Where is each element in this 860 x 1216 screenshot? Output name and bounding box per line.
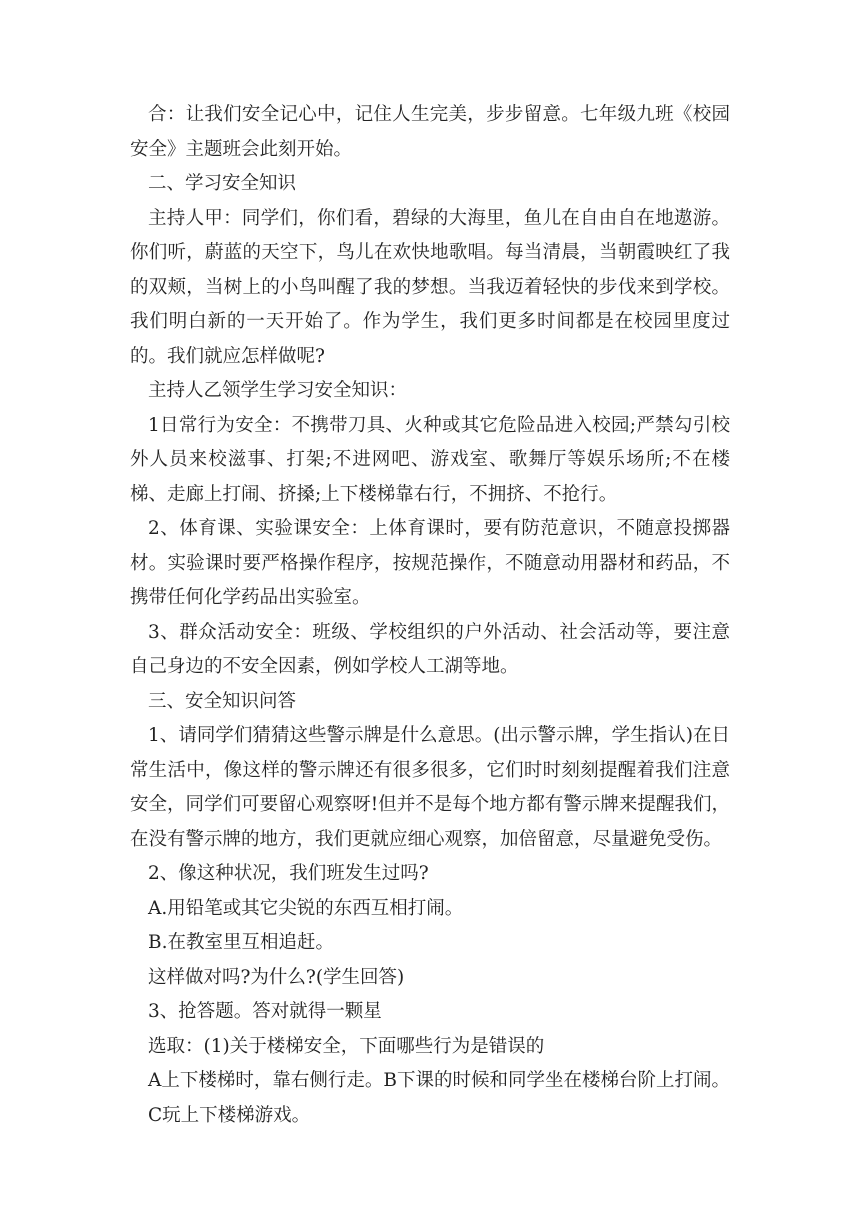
paragraph-option-a: A.用铅笔或其它尖锐的东西互相打闹。 bbox=[148, 897, 464, 919]
section-heading-3: 三、安全知识问答 bbox=[148, 690, 297, 712]
paragraph-host-b: 主持人乙领学生学习安全知识： bbox=[148, 380, 408, 401]
document-body bbox=[130, 98, 730, 1133]
paragraph-option-b: B.在教室里互相追赶。 bbox=[148, 932, 334, 953]
paragraph-quiz-option-c: C玩上下楼梯游戏。 bbox=[148, 1104, 311, 1126]
paragraph-opening: 合：让我们安全记心中，记住人生完美，步步留意。七年级九班《校园安全》主题班会此刻开始。 bbox=[130, 104, 730, 160]
paragraph-group-activity-safety: 3、群众活动安全：班级、学校组织的户外活动、社会活动等，要注意自己身边的不安全因素，例如学校人工湖等地。 bbox=[130, 621, 730, 677]
paragraph-host-a: 主持人甲：同学们，你们看，碧绿的大海里，鱼儿在自由自在地遨游。你们听，蔚蓝的天空下，鸟儿在欢快地歌唱。每当清晨，当朝霞映红了我的双颊，当树上的小鸟叫醒了我的梦想。当我迈着轻快的步伐来到学校。我们明白新的一天开始了。作为学生，我们更多时间都是在校园里度过的。我们就应怎样做呢? bbox=[130, 207, 730, 367]
paragraph-daily-safety: 1日常行为安全：不携带刀具、火种或其它危险品进入校园;严禁勾引校外人员来校滋事、打架;不进网吧、游戏室、歌舞厅等娱乐场所;不在楼梯、走廊上打闹、挤搡;上下楼梯靠右行，不拥挤、不抢行。 bbox=[130, 414, 730, 505]
paragraph-quiz-options-ab: A上下楼梯时，靠右侧行走。B下课的时候和同学坐在楼梯台阶上打闹。 bbox=[148, 1070, 730, 1091]
paragraph-pe-lab-safety: 2、体育课、实验课安全：上体育课时，要有防范意识，不随意投掷器材。实验课时要严格操作程序，按规范操作，不随意动用器材和药品，不携带任何化学药品出实验室。 bbox=[130, 518, 730, 608]
section-heading-2: 二、学习安全知识 bbox=[148, 173, 297, 194]
paragraph-warning-signs: 1、请同学们猜猜这些警示牌是什么意思。(出示警示牌，学生指认)在日常生活中，像这样的警示牌还有很多很多，它们时时刻刻提醒着我们注意安全，同学们可要留心观察呀!但并不是每个地方都有警示牌来提醒我们，在没有警示牌的地方，我们更就应细心观察，加倍留意，尽量避免受伤。 bbox=[130, 725, 730, 850]
paragraph-discussion: 这样做对吗?为什么?(学生回答) bbox=[148, 966, 405, 988]
paragraph-quiz-question-1: 选取：(1)关于楼梯安全，下面哪些行为是错误的 bbox=[148, 1035, 545, 1057]
paragraph-question-2: 2、像这种状况，我们班发生过吗? bbox=[148, 863, 429, 884]
paragraph-quiz: 3、抢答题。答对就得一颗星 bbox=[148, 1001, 382, 1022]
